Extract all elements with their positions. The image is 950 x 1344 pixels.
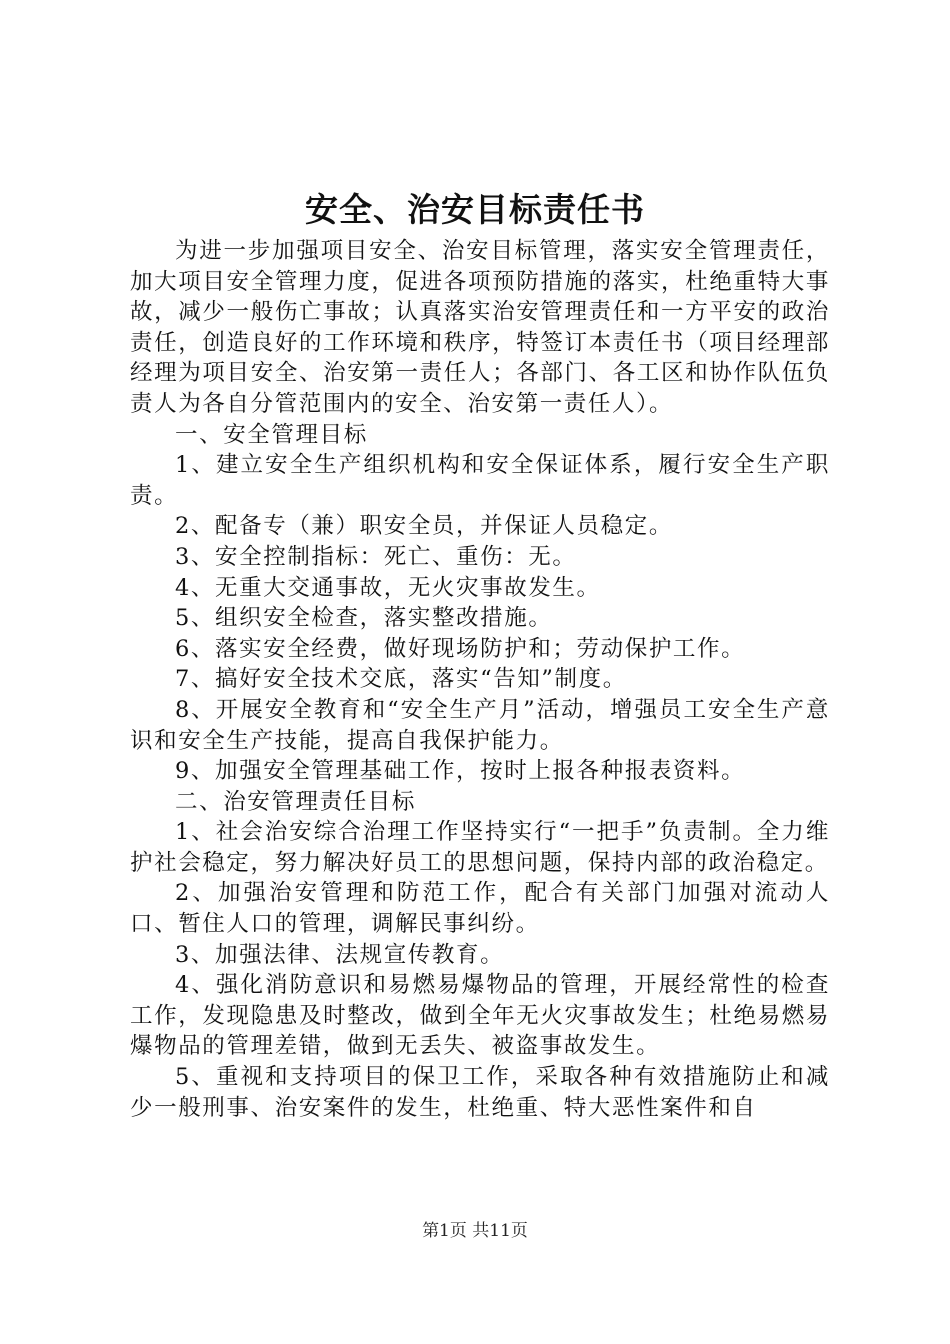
document-title: 安全、治安目标责任书 xyxy=(305,190,645,229)
list-item: 5、重视和支持项目的保卫工作，采取各种有效措施防止和减少一般刑事、治安案件的发生，杜绝重、特大恶性案件和自 xyxy=(130,1064,830,1121)
section-heading-security: 二、治安管理责任目标 xyxy=(175,788,417,815)
list-item: 7、搞好安全技术交底，落实“告知”制度。 xyxy=(175,666,627,693)
list-item: 2、加强治安管理和防范工作，配合有关部门加强对流动人口、暂住人口的管理，调解民事纠纷。 xyxy=(130,880,830,938)
list-item: 4、无重大交通事故，无火灾事故发生。 xyxy=(175,574,601,601)
document-body xyxy=(130,236,830,1123)
page-number-footer: 第1页 共11页 xyxy=(422,1221,528,1241)
list-item: 1、建立安全生产组织机构和安全保证体系，履行安全生产职责。 xyxy=(130,452,830,509)
list-item: 2、配备专（兼）职安全员，并保证人员稳定。 xyxy=(175,513,673,540)
list-item: 8、开展安全教育和“安全生产月”活动，增强员工安全生产意识和安全生产技能，提高自我保护能力。 xyxy=(130,696,830,754)
intro-paragraph: 为进一步加强项目安全、治安目标管理，落实安全管理责任，加大项目安全管理力度，促进各项预防措施的落实，杜绝重特大事故，减少一般伤亡事故；认真落实治安管理责任和一方平安的政治责任，创造良好的工作环境和秩序，特签订本责任书（项目经理部经理为项目安全、治安第一责任人；各部门、各工区和协作队伍负责人为各自分管范围内的安全、治安第一责任人）。 xyxy=(130,238,830,417)
list-item: 9、加强安全管理基础工作，按时上报各种报表资料。 xyxy=(175,758,746,785)
section-heading-safety: 一、安全管理目标 xyxy=(175,421,368,448)
list-item: 3、安全控制指标：死亡、重伤：无。 xyxy=(175,543,577,570)
list-item: 4、强化消防意识和易燃易爆物品的管理，开展经常性的检查工作，发现隐患及时整改，做到全年无火灾事故发生；杜绝易燃易爆物品的管理差错，做到无丢失、被盗事故发生。 xyxy=(130,972,830,1060)
list-item: 3、加强法律、法规宣传教育。 xyxy=(175,941,505,968)
list-item: 1、社会治安综合治理工作坚持实行“一把手”负责制。全力维护社会稳定，努力解决好员工的思想问题，保持内部的政治稳定。 xyxy=(130,819,830,876)
list-item: 6、落实安全经费，做好现场防护和；劳动保护工作。 xyxy=(175,635,746,662)
list-item: 5、组织安全检查，落实整改措施。 xyxy=(175,605,553,632)
